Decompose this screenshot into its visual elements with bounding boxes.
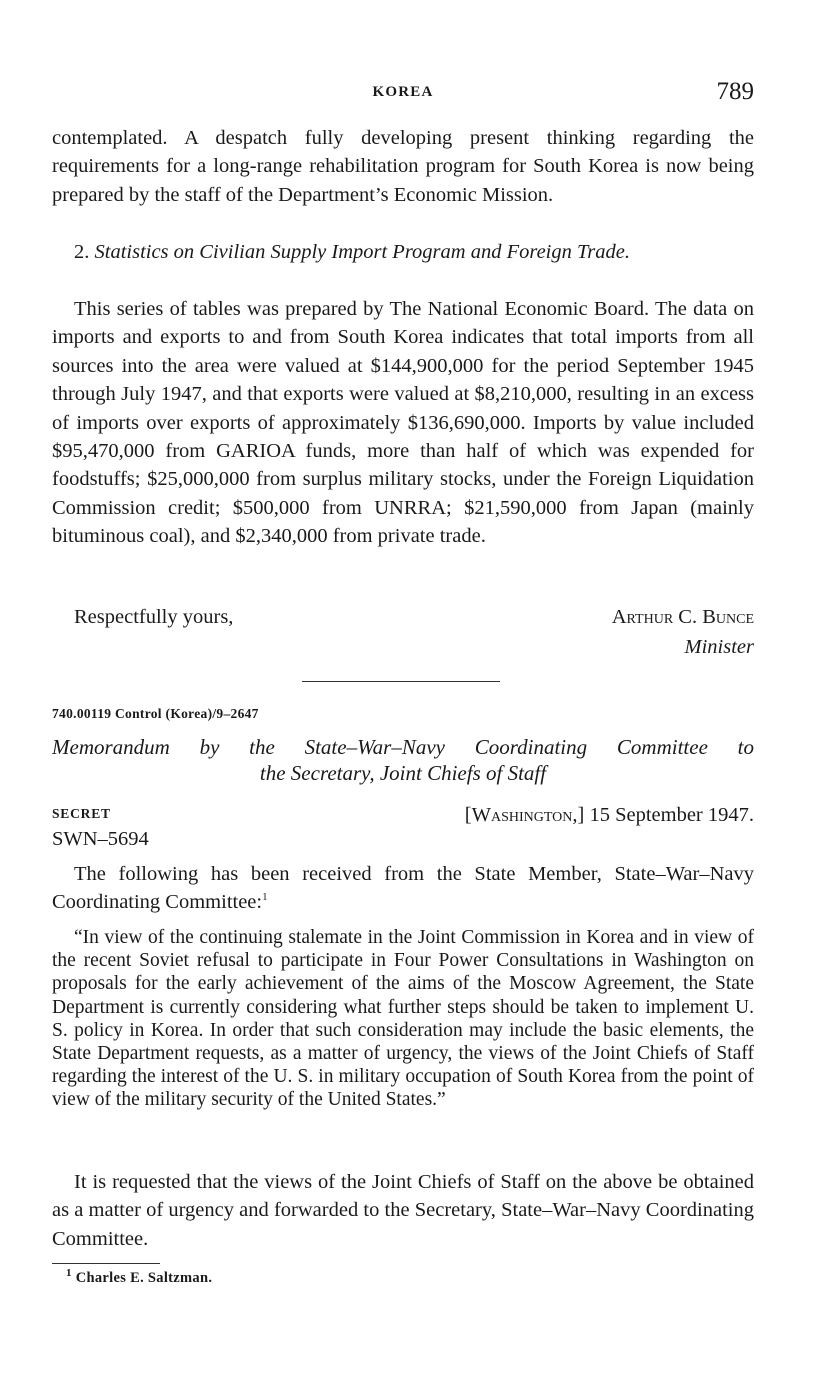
- salutation: Respectfully yours,: [74, 606, 234, 628]
- section-divider: [302, 681, 500, 682]
- section-heading-text: Statistics on Civilian Supply Import Program and Foreign Trade.: [94, 241, 630, 263]
- memo-title-line-1: Memorandum by the State–War–Navy Coordinating Committee to: [52, 735, 754, 759]
- footnote-mark: 1: [66, 1267, 72, 1280]
- memo-intro-text: The following has been received from the State Member, State–War–Navy Coordinating Committee:: [52, 863, 754, 914]
- dateline-place: [Washington,]: [464, 804, 585, 826]
- page-header: [52, 78, 754, 108]
- page-number: 789: [716, 78, 754, 105]
- memo-closing-paragraph: It is requested that the views of the Joint Chiefs of Staff on the above be obtained as a matter of urgency and forwarded to the Secretary, State–War–Navy Coordinating Committee.: [52, 1171, 754, 1250]
- letter-closing: [52, 606, 754, 664]
- signer-name: Arthur C. Bunce: [611, 606, 754, 628]
- footnote: [66, 1267, 213, 1287]
- section-heading: [52, 238, 754, 266]
- running-title: KOREA: [372, 84, 434, 100]
- quoted-request: “In view of the continuing stalemate in the Joint Commission in Korea and in view of the recent Soviet refusal to participate in Four Power Consultations in Washington on proposals for the early achievement of the aims of the Moscow Agreement, the State Department is currently considering what further steps should be taken to implement U. S. policy in Korea. In order that such consideration may include the basic elements, the State Department requests, as a matter of urgency, the views of the Joint Chiefs of Staff regarding the interest of the U. S. in military occupation of South Korea from the point of view of the military security of the United States.”: [52, 927, 754, 1111]
- footnote-reference: 1: [262, 891, 268, 904]
- classification-marking: SECRET: [52, 806, 111, 821]
- section-number: 2.: [74, 241, 90, 263]
- footnote-divider: [52, 1263, 160, 1264]
- paragraph-continuation: contemplated. A despatch fully developing present thinking regarding the requirements for a long-range rehabilitation program for South Korea is now being prepared by the staff of the Department’s Economic Mission.: [52, 127, 754, 206]
- dateline: [465, 804, 754, 827]
- signer-title: Minister: [684, 636, 754, 658]
- memo-title-line-2: the Secretary, Joint Chiefs of Staff: [259, 761, 547, 785]
- memo-title: [52, 734, 754, 786]
- paragraph-trade-statistics: This series of tables was prepared by The National Economic Board. The data on imports and exports to and from South Korea indicates that total imports from all sources into the area were valued at $144,900,000 for the period September 1945 through July 1947, and that exports were valued at $8,210,000, resulting in an excess of imports over exports of approximately $136,690,000. Imports by value included $95,470,000 from GARIOA funds, more than half of which was expended for foodstuffs; $25,000,000 from surplus military stocks, under the Foreign Liquidation Commission credit; $500,000 from UNRRA; $21,590,000 from Japan (mainly bituminous coal), and $2,340,000 from private trade.: [52, 298, 754, 548]
- document-number: SWN–5694: [52, 828, 149, 850]
- memo-intro: [52, 860, 754, 917]
- dateline-date: 15 September 1947.: [589, 804, 754, 826]
- footnote-text: Charles E. Saltzman.: [75, 1270, 213, 1286]
- file-reference: 740.00119 Control (Korea)/9–2647: [52, 706, 259, 721]
